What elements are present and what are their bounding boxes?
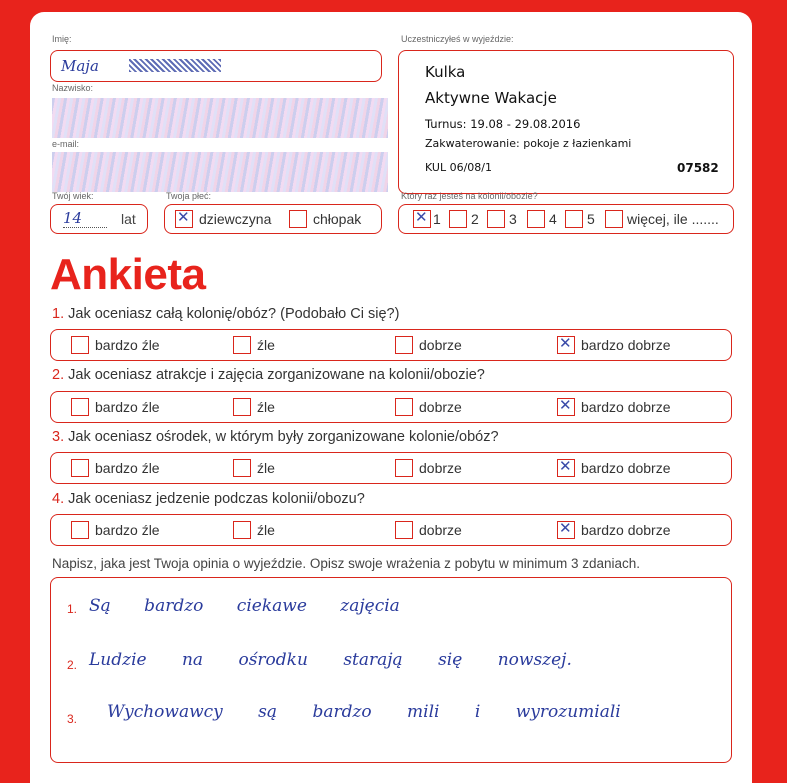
gender-male-checkbox[interactable] — [289, 210, 307, 228]
times-more-label: więcej, ile ....... — [627, 211, 719, 227]
email-label: e-mail: — [52, 139, 80, 149]
q3-opt1-label: bardzo źle — [95, 460, 160, 476]
q3-opt3-checkbox[interactable] — [395, 459, 413, 477]
q1-opt4-label: bardzo dobrze — [581, 337, 671, 353]
q4-opt4-label: bardzo dobrze — [581, 522, 671, 538]
opinion-field[interactable] — [50, 577, 732, 763]
q3-opt2-checkbox[interactable] — [233, 459, 251, 477]
times-3-checkbox[interactable] — [487, 210, 505, 228]
question-2 — [52, 367, 485, 383]
q2-opt2-checkbox[interactable] — [233, 398, 251, 416]
q2-opt2-label: źle — [257, 399, 275, 415]
q4-opt3-label: dobrze — [419, 522, 462, 538]
gender-label: Twoja płeć: — [166, 191, 212, 201]
age-value: 14 — [63, 209, 107, 228]
times-label: Który raz jesteś na kolonii/obozie? — [401, 191, 538, 201]
times-4-checkbox[interactable] — [527, 210, 545, 228]
survey-sheet — [30, 12, 752, 783]
q1-opt1-label: bardzo źle — [95, 337, 160, 353]
question-1-options — [50, 329, 732, 361]
trip-accommodation: Zakwaterowanie: pokoje z łazienkami — [425, 137, 632, 150]
times-1-label: 1 — [433, 211, 441, 227]
q1-opt3-label: dobrze — [419, 337, 462, 353]
name-label: Imię: — [52, 34, 72, 44]
participant-label: Uczestniczyłeś w wyjeździe: — [401, 34, 514, 44]
q4-opt3-checkbox[interactable] — [395, 521, 413, 539]
surname-redacted — [52, 98, 388, 138]
question-3-number: 3. — [52, 429, 65, 445]
q2-opt3-label: dobrze — [419, 399, 462, 415]
trip-number: 07582 — [677, 161, 719, 175]
q4-opt2-label: źle — [257, 522, 275, 538]
trip-turnus: Turnus: 19.08 - 29.08.2016 — [425, 117, 581, 131]
q3-opt4-checkbox[interactable] — [557, 459, 575, 477]
q2-opt4-label: bardzo dobrze — [581, 399, 671, 415]
q2-opt1-label: bardzo źle — [95, 399, 160, 415]
gender-field — [164, 204, 382, 234]
opinion-line-2-number: 2. — [67, 658, 78, 672]
times-2-checkbox[interactable] — [449, 210, 467, 228]
survey-title: Ankieta — [50, 250, 206, 299]
gender-male-label: chłopak — [313, 211, 362, 227]
trip-code: KUL 06/08/1 — [425, 161, 492, 174]
q4-opt1-checkbox[interactable] — [71, 521, 89, 539]
gender-female-label: dziewczyna — [199, 211, 272, 227]
question-4-text: Jak oceniasz jedzenie podczas kolonii/obozu? — [68, 491, 365, 507]
question-2-text: Jak oceniasz atrakcje i zajęcia zorganizowane na kolonii/obozie? — [68, 367, 485, 383]
question-1-text: Jak oceniasz całą kolonię/obóz? (Podobało Ci się?) — [68, 306, 400, 322]
times-field — [398, 204, 734, 234]
trip-company: Kulka — [425, 63, 466, 81]
surname-scribble — [129, 59, 221, 72]
name-value: Maja — [61, 57, 99, 75]
question-1-number: 1. — [52, 306, 65, 322]
times-3-label: 3 — [509, 211, 517, 227]
q2-opt4-checkbox[interactable] — [557, 398, 575, 416]
q3-opt3-label: dobrze — [419, 460, 462, 476]
opinion-line-3-number: 3. — [67, 712, 78, 726]
trip-brand: Aktywne Wakacje — [425, 89, 557, 107]
gender-female-checkbox[interactable] — [175, 210, 193, 228]
opinion-line-1-number: 1. — [67, 602, 78, 616]
age-field[interactable] — [50, 204, 148, 234]
question-2-number: 2. — [52, 367, 65, 383]
times-2-label: 2 — [471, 211, 479, 227]
q3-opt4-label: bardzo dobrze — [581, 460, 671, 476]
q1-opt2-label: źle — [257, 337, 275, 353]
times-5-checkbox[interactable] — [565, 210, 583, 228]
times-5-label: 5 — [587, 211, 595, 227]
opinion-line-2-text: Ludzie na ośrodku starają się nowszej. — [89, 650, 572, 670]
question-3-text: Jak oceniasz ośrodek, w którym były zorganizowane kolonie/obóz? — [68, 429, 499, 445]
surname-label: Nazwisko: — [52, 83, 94, 93]
q2-opt3-checkbox[interactable] — [395, 398, 413, 416]
email-redacted — [52, 152, 388, 192]
question-2-options — [50, 391, 732, 423]
q2-opt1-checkbox[interactable] — [71, 398, 89, 416]
times-1-checkbox[interactable] — [413, 210, 431, 228]
q1-opt2-checkbox[interactable] — [233, 336, 251, 354]
times-more-checkbox[interactable] — [605, 210, 623, 228]
opinion-prompt: Napisz, jaka jest Twoja opinia o wyjeździe. Opisz swoje wrażenia z pobytu w minimum 3 zdaniach. — [52, 556, 641, 571]
times-4-label: 4 — [549, 211, 557, 227]
trip-info-box — [398, 50, 734, 194]
q4-opt4-checkbox[interactable] — [557, 521, 575, 539]
q1-opt3-checkbox[interactable] — [395, 336, 413, 354]
question-4-number: 4. — [52, 491, 65, 507]
age-label: Twój wiek: — [52, 191, 94, 201]
question-3 — [52, 429, 499, 445]
opinion-line-1-text: Są bardzo ciekawe zajęcia — [89, 596, 400, 616]
question-4 — [52, 491, 365, 507]
question-4-options — [50, 514, 732, 546]
age-unit: lat — [121, 211, 136, 227]
q1-opt1-checkbox[interactable] — [71, 336, 89, 354]
question-1 — [52, 306, 399, 322]
name-field[interactable] — [50, 50, 382, 82]
q3-opt2-label: źle — [257, 460, 275, 476]
opinion-line-3-text: Wychowawcy są bardzo mili i wyrozumiali — [107, 702, 621, 722]
q1-opt4-checkbox[interactable] — [557, 336, 575, 354]
question-3-options — [50, 452, 732, 484]
q4-opt2-checkbox[interactable] — [233, 521, 251, 539]
q4-opt1-label: bardzo źle — [95, 522, 160, 538]
q3-opt1-checkbox[interactable] — [71, 459, 89, 477]
